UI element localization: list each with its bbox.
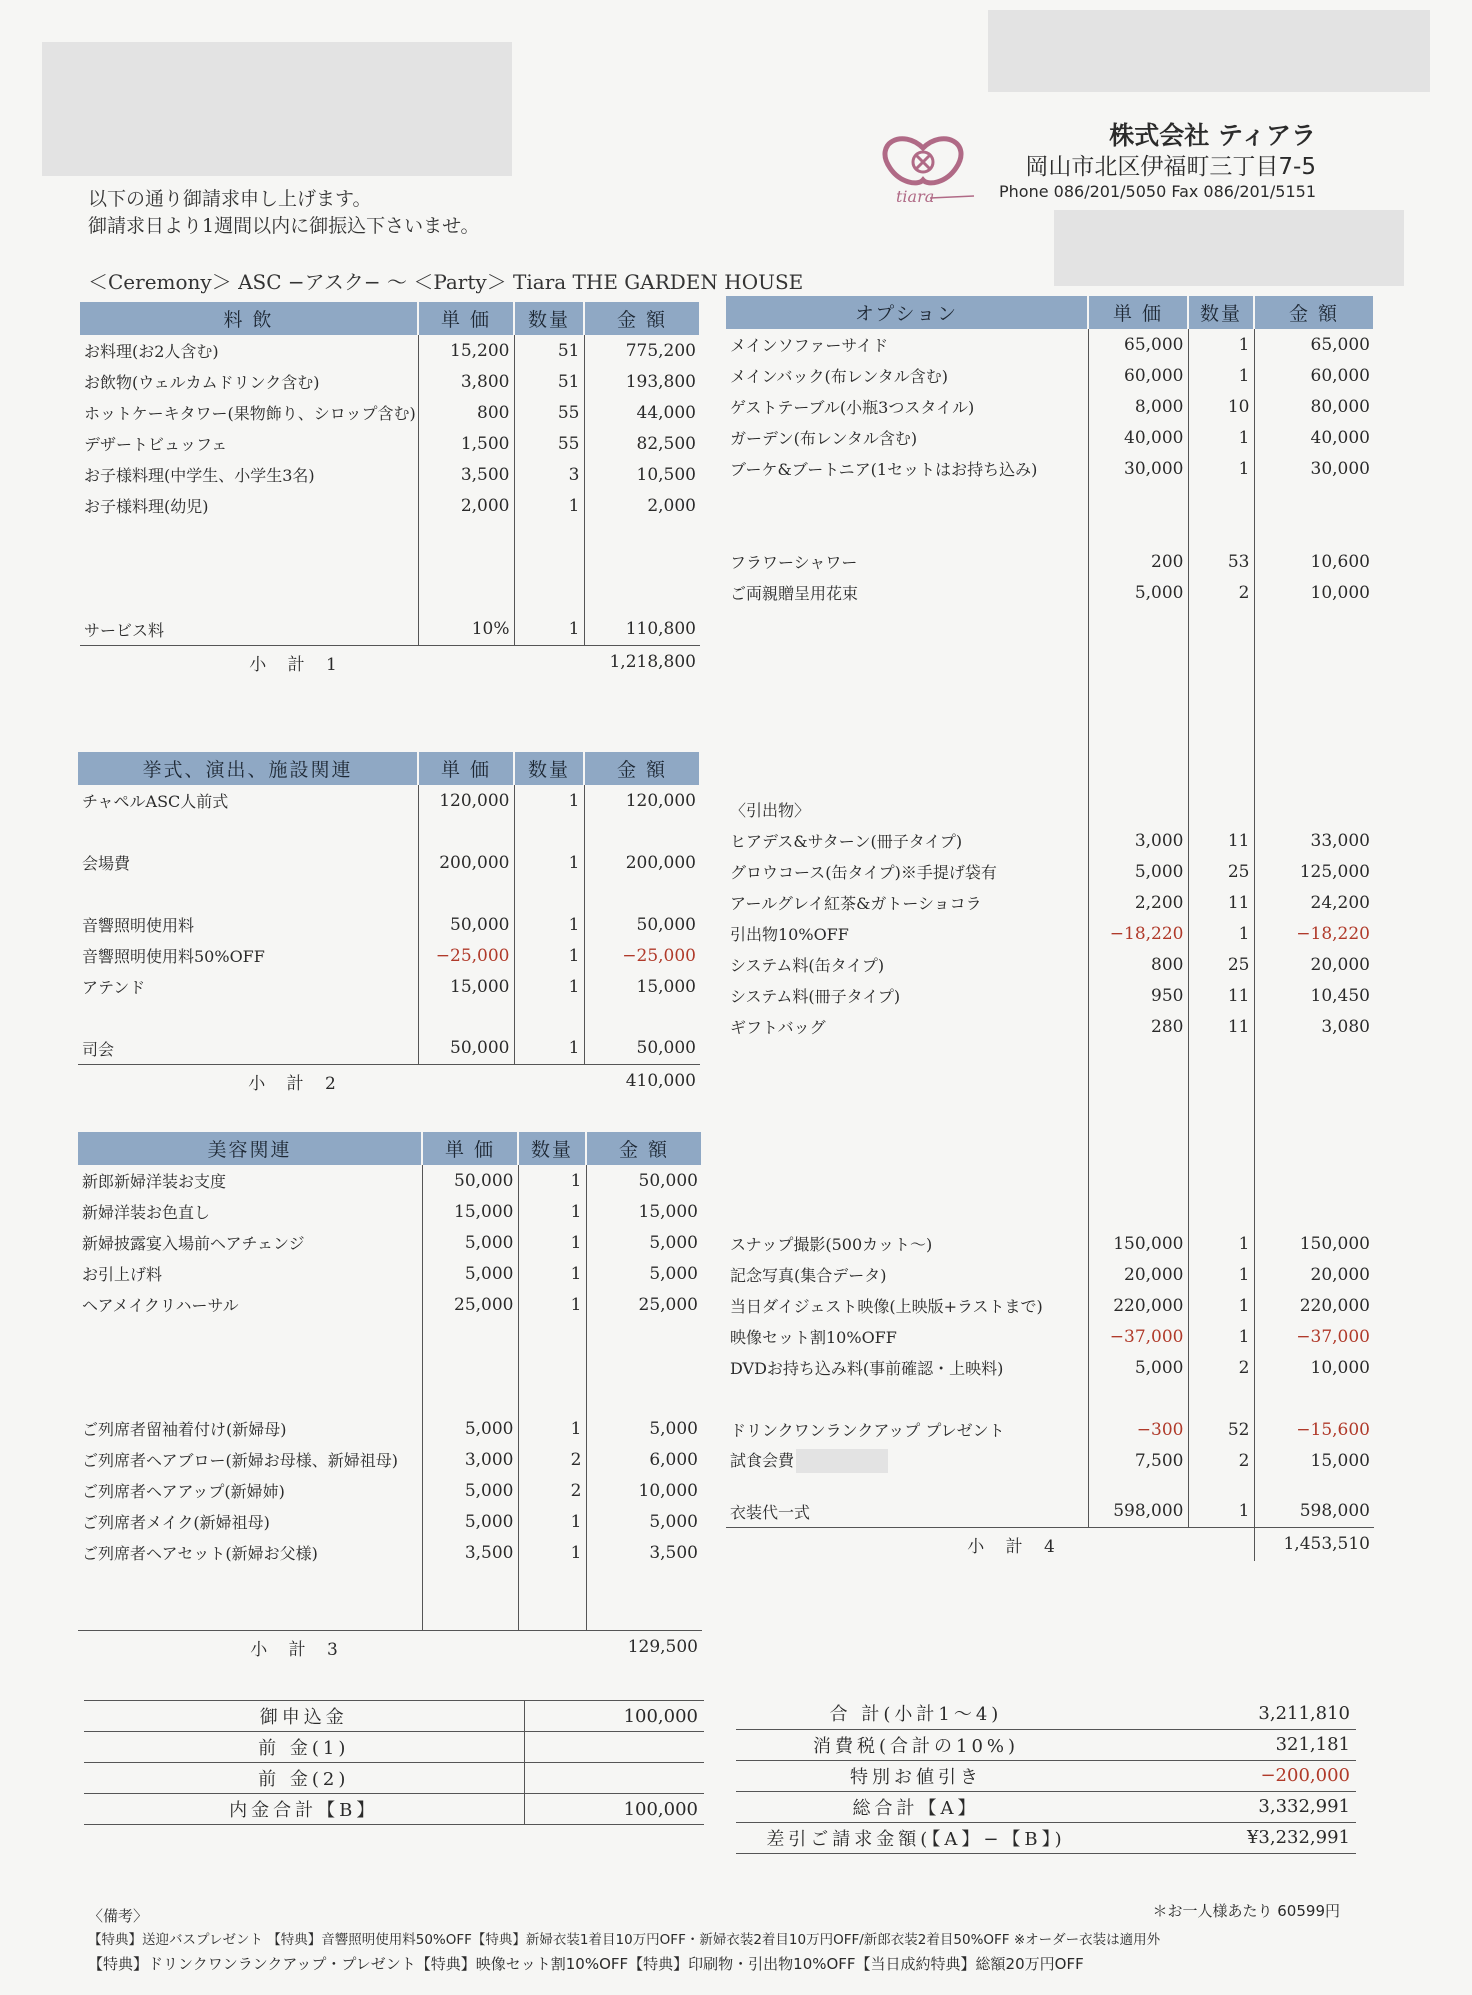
col-qty: 数量 [514, 302, 584, 335]
deposit-row: 御申込金 100,000 [84, 1701, 704, 1732]
table-row: ギフトバッグ 280 11 3,080 [726, 1011, 1374, 1042]
remarks-line-1: 【特典】送迎バスプレゼント 【特典】音響照明使用料50%OFF【特典】新婦衣装1着目10万円OFF・新婦衣装2着目10万円OFF/新郎衣装2着目50%OFF ※オーダー衣装は適用外 [88, 1932, 1161, 1948]
beauty-header-row: 美容関連 単 価 数量 金 額 [78, 1132, 702, 1165]
table-row: 新婦披露宴入場前ヘアチェンジ 5,000 1 5,000 [78, 1227, 702, 1258]
table-row: 記念写真(集合データ) 20,000 1 20,000 [726, 1259, 1374, 1290]
table-row: ご列席者ヘアアップ(新婦姉) 5,000 2 10,000 [78, 1475, 702, 1506]
per-person-cost: ＊お一人様あたり 60599円 [1152, 1902, 1340, 1920]
table-row: お飲物(ウェルカムドリンク含む) 3,800 51 193,800 [80, 366, 700, 397]
table-row: チャペルASC人前式 120,000 1 120,000 [78, 785, 700, 816]
table-row: システム料(冊子タイプ) 950 11 10,450 [726, 980, 1374, 1011]
table-row: DVDお持ち込み料(事前確認・上映料) 5,000 2 10,000 [726, 1352, 1374, 1383]
table-row: ホットケーキタワー(果物飾り、シロップ含む) 800 55 44,000 [80, 397, 700, 428]
totals-row: 総合計【A】 3,332,991 [736, 1791, 1356, 1822]
remarks-title: 〈備考〉 [88, 1907, 149, 1925]
table-row: メインソファーサイド 65,000 1 65,000 [726, 329, 1374, 360]
venue-line: ＜Ceremony＞ ASC −アスク− 〜 ＜Party＞ Tiara THE GARDEN HOUSE [88, 270, 804, 294]
beauty-title: 美容関連 [78, 1132, 422, 1165]
redacted-block-top-right [988, 10, 1430, 92]
food-header-row [80, 302, 700, 335]
table-row: ブーケ&ブートニア(1セットはお持ち込み) 30,000 1 30,000 [726, 453, 1374, 484]
service-charge-row: サービス料 10% 1 110,800 [80, 614, 700, 645]
intro-line-2: 御請求日より1週間以内に御振込下さいませ。 [88, 215, 480, 237]
table-row: デザートビュッフェ 1,500 55 82,500 [80, 428, 700, 459]
food-subtotal-row: 小 計 1 1,218,800 [80, 645, 700, 679]
table-row: 当日ダイジェスト映像(上映版+ラストまで) 220,000 1 220,000 [726, 1290, 1374, 1321]
table-row: お子様料理(幼児) 2,000 1 2,000 [80, 490, 700, 521]
redacted-block-right [1054, 210, 1404, 286]
deposit-row: 前 金(2) [84, 1763, 704, 1794]
table-row: お料理(お2人含む) 15,200 51 775,200 [80, 335, 700, 366]
deposit-row: 前 金(1) [84, 1732, 704, 1763]
table-row: 衣装代一式 598,000 1 598,000 [726, 1496, 1374, 1527]
totals-table [736, 1698, 1356, 1854]
option-header-row: オプション 単 価 数量 金 額 [726, 296, 1374, 329]
table-row: ガーデン(布レンタル含む) 40,000 1 40,000 [726, 422, 1374, 453]
remarks-line-2: 【特典】ドリンクワンランクアップ・プレゼント【特典】映像セット割10%OFF【特典】印刷物・引出物10%OFF【当日成約特典】総額20万円OFF [88, 1955, 1084, 1973]
remarks [88, 1904, 1160, 1976]
table-row: システム料(缶タイプ) 800 25 20,000 [726, 949, 1374, 980]
table-row: ご列席者留袖着付け(新婦母) 5,000 1 5,000 [78, 1413, 702, 1444]
redacted-inline [796, 1449, 888, 1473]
table-row: 新婦洋装お色直し 15,000 1 15,000 [78, 1196, 702, 1227]
option-title: オプション [726, 296, 1088, 329]
food-title: 料 飲 [80, 302, 418, 335]
logo-text: tiara [896, 187, 935, 206]
ceremony-subtotal-row: 小 計 2 410,000 [78, 1064, 700, 1098]
table-row: ゲストテーブル(小瓶3つスタイル) 8,000 10 80,000 [726, 391, 1374, 422]
col-price: 単 価 [418, 302, 514, 335]
table-row: メインバック(布レンタル含む) 60,000 1 60,000 [726, 360, 1374, 391]
company-phone-fax: Phone 086/201/5050 Fax 086/201/5151 [999, 182, 1316, 201]
redacted-block-top-left [42, 42, 512, 176]
company-name: 株式会社 ティアラ [1109, 121, 1316, 150]
table-row: 映像セット割10%OFF −37,000 1 −37,000 [726, 1321, 1374, 1352]
table-row: 司会 50,000 1 50,000 [78, 1033, 700, 1064]
table-row: お子様料理(中学生、小学生3名) 3,500 3 10,500 [80, 459, 700, 490]
totals-row: 合 計(小計1〜4) 3,211,810 [736, 1698, 1356, 1729]
table-row: フラワーシャワー 200 53 10,600 [726, 546, 1374, 577]
table-row: アテンド 15,000 1 15,000 [78, 971, 700, 1002]
tiara-logo-icon [868, 128, 978, 208]
company-address: 岡山市北区伊福町三丁目7-5 [1025, 154, 1316, 180]
table-row: 音響照明使用料 50,000 1 50,000 [78, 909, 700, 940]
table-row: ご列席者ヘアブロー(新婦お母様、新婦祖母) 3,000 2 6,000 [78, 1444, 702, 1475]
gifts-heading-row: 〈引出物〉 [726, 794, 1374, 825]
deposit-total-row: 内金合計【B】 100,000 [84, 1794, 704, 1825]
table-row: ご両親贈呈用花束 5,000 2 10,000 [726, 577, 1374, 608]
table-row: 試食会費 7,500 2 15,000 [726, 1445, 1374, 1476]
totals-row: 消費税(合計の10%) 321,181 [736, 1729, 1356, 1760]
table-row: 引出物10%OFF −18,220 1 −18,220 [726, 918, 1374, 949]
table-row: ドリンクワンランクアップ プレゼント −300 52 −15,600 [726, 1414, 1374, 1445]
option-table [726, 296, 1375, 1561]
table-row: 会場費 200,000 1 200,000 [78, 847, 700, 878]
beauty-subtotal-row: 小 計 3 129,500 [78, 1630, 702, 1664]
ceremony-table [78, 752, 701, 1098]
intro-text [88, 186, 480, 240]
table-row: ヘアメイクリハーサル 25,000 1 25,000 [78, 1289, 702, 1320]
ceremony-title: 挙式、演出、施設関連 [78, 752, 418, 785]
table-row: アールグレイ紅茶&ガトーショコラ 2,200 11 24,200 [726, 887, 1374, 918]
table-row: 新郎新婦洋装お支度 50,000 1 50,000 [78, 1165, 702, 1196]
table-row: お引上げ料 5,000 1 5,000 [78, 1258, 702, 1289]
table-row: ヒアデス&サターン(冊子タイプ) 3,000 11 33,000 [726, 825, 1374, 856]
table-row: スナップ撮影(500カット〜) 150,000 1 150,000 [726, 1228, 1374, 1259]
table-row: ご列席者メイク(新婦祖母) 5,000 1 5,000 [78, 1506, 702, 1537]
ceremony-header-row: 挙式、演出、施設関連 単 価 数量 金 額 [78, 752, 700, 785]
intro-line-1: 以下の通り御請求申し上げます。 [88, 188, 372, 210]
col-amount: 金 額 [584, 302, 700, 335]
table-row: グロウコース(缶タイプ)※手提げ袋有 5,000 25 125,000 [726, 856, 1374, 887]
food-table [80, 302, 701, 679]
table-row: 音響照明使用料50%OFF −25,000 1 −25,000 [78, 940, 700, 971]
billing-amount-row: 差引ご請求金額(【A】−【B】) ¥3,232,991 [736, 1822, 1356, 1853]
option-subtotal-row: 小 計 4 1,453,510 [726, 1527, 1374, 1561]
deposit-table [84, 1700, 704, 1825]
totals-row: 特別お値引き −200,000 [736, 1760, 1356, 1791]
table-row: ご列席者ヘアセット(新婦お父様) 3,500 1 3,500 [78, 1537, 702, 1568]
beauty-table [78, 1132, 703, 1664]
